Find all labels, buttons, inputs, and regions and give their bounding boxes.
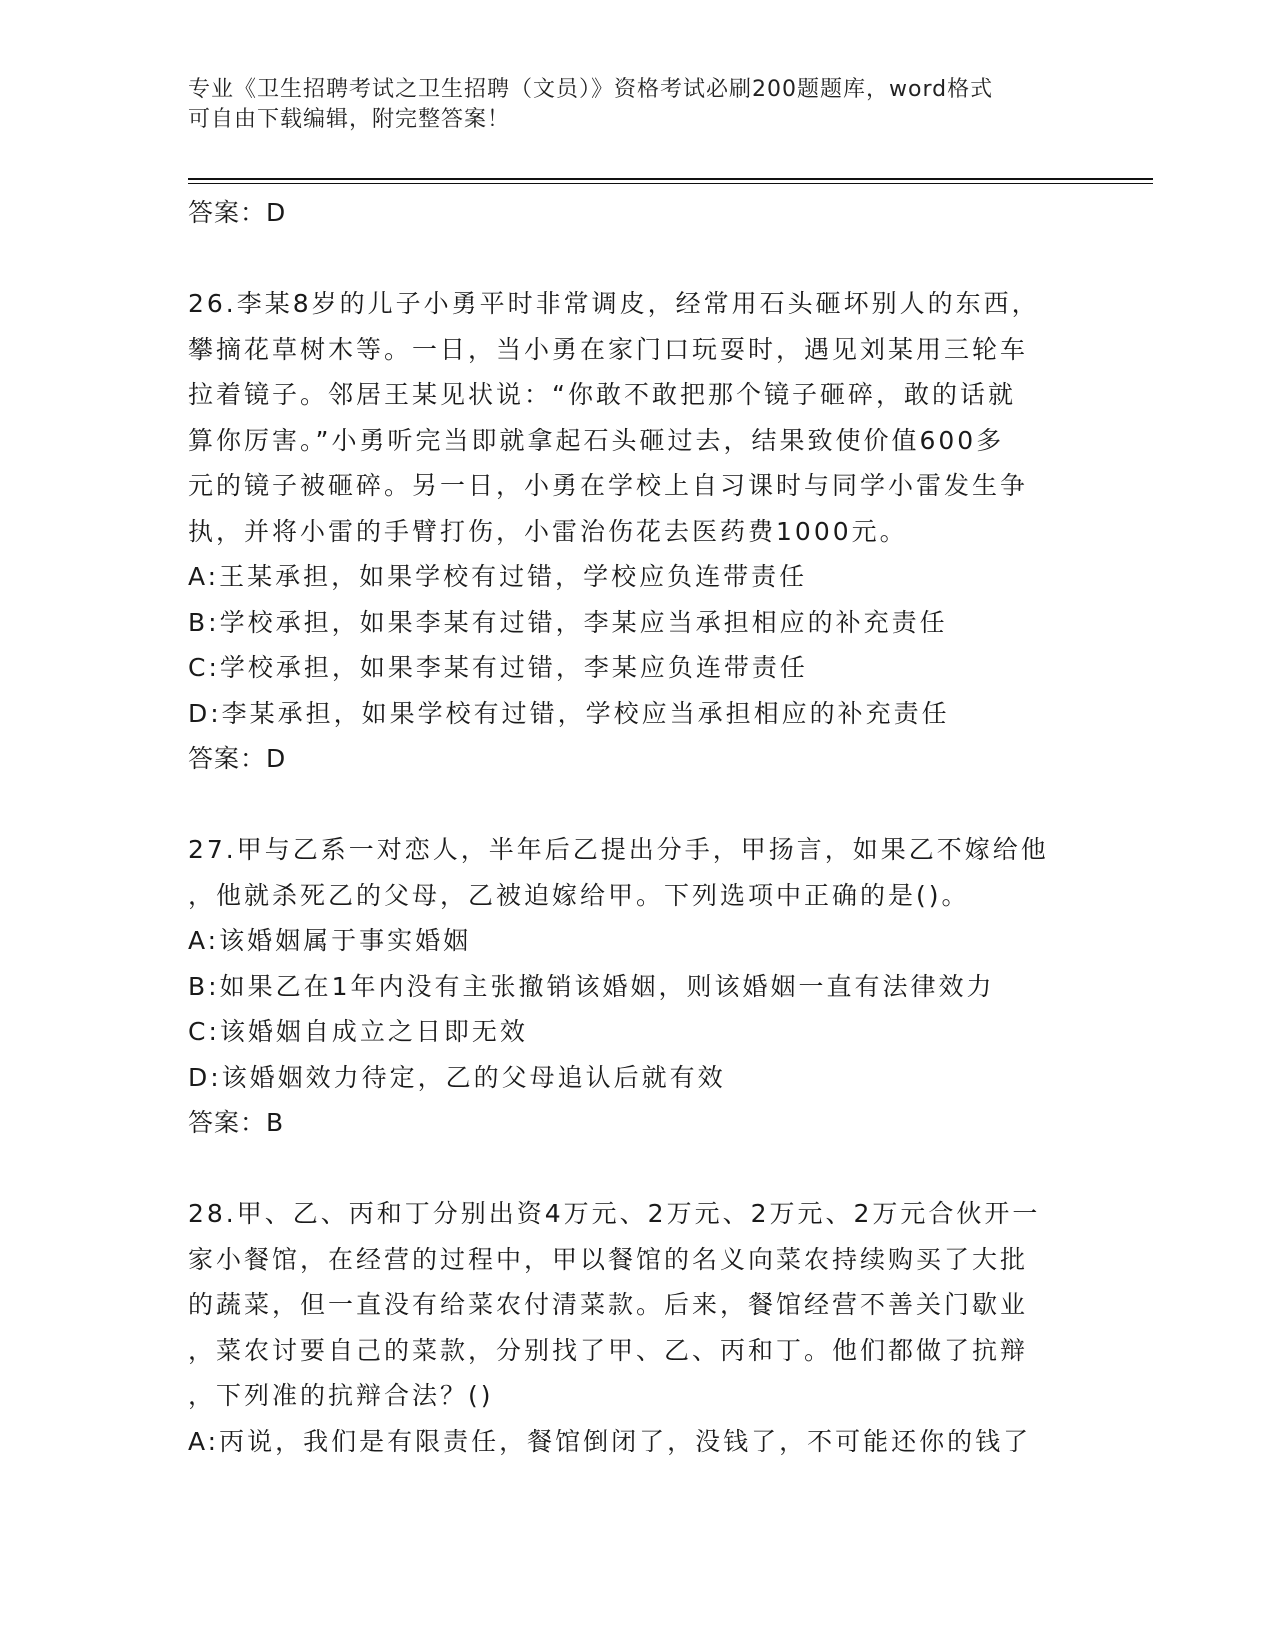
option-a: A:丙说，我们是有限责任，餐馆倒闭了，没钱了，不可能还你的钱了: [188, 1426, 1032, 1456]
answer-line: 答案：D: [188, 744, 287, 773]
question-stem-line: ，他就杀死乙的父母，乙被迫嫁给甲。下列选项中正确的是()。: [188, 880, 970, 910]
question-stem-line: 28.甲、乙、丙和丁分别出资4万元、2万元、2万元、2万元合伙开一: [188, 1199, 1041, 1228]
option-d: D:该婚姻效力待定，乙的父母追认后就有效: [188, 1062, 726, 1092]
question-stem-line: ，菜农讨要自己的菜款，分别找了甲、乙、丙和丁。他们都做了抗辩: [188, 1335, 1029, 1365]
option-c: C:该婚姻自成立之日即无效: [188, 1017, 528, 1046]
question-stem-line: 攀摘花草树木等。一日，当小勇在家门口玩耍时，遇见刘某用三轮车: [188, 334, 1029, 364]
question-stem-line: 执，并将小雷的手臂打伤，小雷治伤花去医药费1000元。: [188, 516, 908, 546]
option-c: C:学校承担，如果李某有过错，李某应负连带责任: [188, 653, 808, 682]
header-divider-thick: [188, 178, 1153, 180]
document-header: [188, 75, 1068, 135]
paragraph-gap: [188, 782, 1088, 828]
header-line-2: 可自由下载编辑，附完整答案！: [188, 107, 511, 132]
question-stem-line: ，下列准的抗辩合法？(): [188, 1381, 494, 1410]
answer-line: 答案：B: [188, 1108, 285, 1137]
question-stem-line: 26.李某8岁的儿子小勇平时非常调皮，经常用石头砸坏别人的东西，: [188, 289, 1040, 318]
question-28: [188, 1191, 1088, 1464]
header-line-1: 专业《卫生招聘考试之卫生招聘（文员）》资格考试必刷200题题库，word格式: [188, 77, 994, 102]
question-stem-line: 27.甲与乙系一对恋人，半年后乙提出分手，甲扬言，如果乙不嫁给他: [188, 835, 1049, 864]
option-a: A:该婚姻属于事实婚姻: [188, 926, 472, 955]
paragraph-gap: [188, 1146, 1088, 1192]
question-stem-line: 的蔬菜，但一直没有给菜农付清菜款。后来，餐馆经营不善关门歇业: [188, 1290, 1029, 1319]
option-a: A:王某承担，如果学校有过错，学校应负连带责任: [188, 562, 808, 591]
question-27: [188, 827, 1088, 1146]
question-stem-line: 家小餐馆，在经营的过程中，甲以餐馆的名义向菜农持续购买了大批: [188, 1244, 1029, 1274]
answer-line: 答案：D: [188, 198, 287, 227]
question-26: [188, 281, 1088, 782]
header-divider-thin: [188, 183, 1153, 184]
question-stem-line: 拉着镜子。邻居王某见状说：“你敢不敢把那个镜子砸碎，敢的话就: [188, 380, 1016, 409]
question-stem-line: 元的镜子被砸碎。另一日，小勇在学校上自习课时与同学小雷发生争: [188, 471, 1029, 500]
document-body: [188, 190, 1088, 1464]
option-d: D:李某承担，如果学校有过错，学校应当承担相应的补充责任: [188, 698, 950, 728]
paragraph-gap: [188, 236, 1088, 282]
option-b: B:学校承担，如果李某有过错，李某应当承担相应的补充责任: [188, 607, 948, 637]
option-b: B:如果乙在1年内没有主张撤销该婚姻，则该婚姻一直有法律效力: [188, 971, 995, 1001]
question-stem-line: 算你厉害。”小勇听完当即就拿起石头砸过去，结果致使价值600多: [188, 425, 1005, 455]
